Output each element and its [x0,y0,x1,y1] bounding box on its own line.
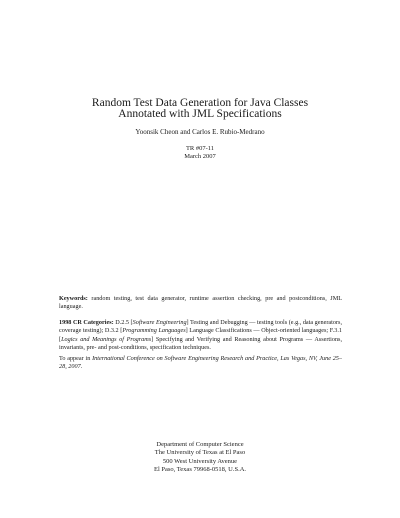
keywords-paragraph [59,295,342,312]
address-line-4: El Paso, Texas 79968-0518, U.S.A. [153,465,247,473]
cr-categories-text-2: ] Testing and Debugging — testing tools (e.g., data generators, coverage testing); D.3.2 [ [59,319,342,335]
keywords-label: Keywords: [59,295,88,302]
paper-title [0,98,400,120]
cr-categories-text-3: ] Language Classifications — Object-oriented languages; F.3.1 [ [59,327,342,343]
venue-name: International Conference on Software Engineering Research and Practice, Las Vegas, NV, June 25–28, 2007 [59,355,342,371]
address-line-1: Department of Computer Science [156,441,244,448]
report-number: TR #07-11 [185,145,215,152]
cr-categories-label: 1998 CR Categories: [59,319,114,326]
department-address [0,441,400,474]
cr-categories-text-1: D.2.5 [ [115,319,133,326]
report-date: March 2007 [184,153,216,160]
cr-categories-paragraph [59,319,342,353]
title-line-1: Random Test Data Generation for Java Classes [91,97,309,109]
to-appear-suffix: . [80,363,83,371]
title-line-2: Annotated with JML Specifications [118,108,282,120]
address-line-3: 500 West University Avenue [162,457,238,465]
keywords-text: random testing, test data generator, runtime assertion checking, pre and postconditions, JML language. [59,295,342,311]
to-appear-prefix: To appear in [59,355,93,362]
cr-categories-italic-1: Software Engineering [132,319,187,326]
report-info [0,145,400,161]
author-list: Yoonsik Cheon and Carlos E. Rubio-Medrano [135,128,265,136]
cr-categories-italic-2: Programming Languages [122,327,186,335]
address-line-2: The University of Texas at El Paso [154,449,246,457]
cr-categories-italic-3: Logics and Meanings of Programs [61,335,152,343]
cr-categories-text-4: ] Specifying and Verifying and Reasoning about Programs — Assertions, invariants, pre- and post-conditions, specification techniques. [59,335,343,352]
to-appear-paragraph [59,355,342,372]
